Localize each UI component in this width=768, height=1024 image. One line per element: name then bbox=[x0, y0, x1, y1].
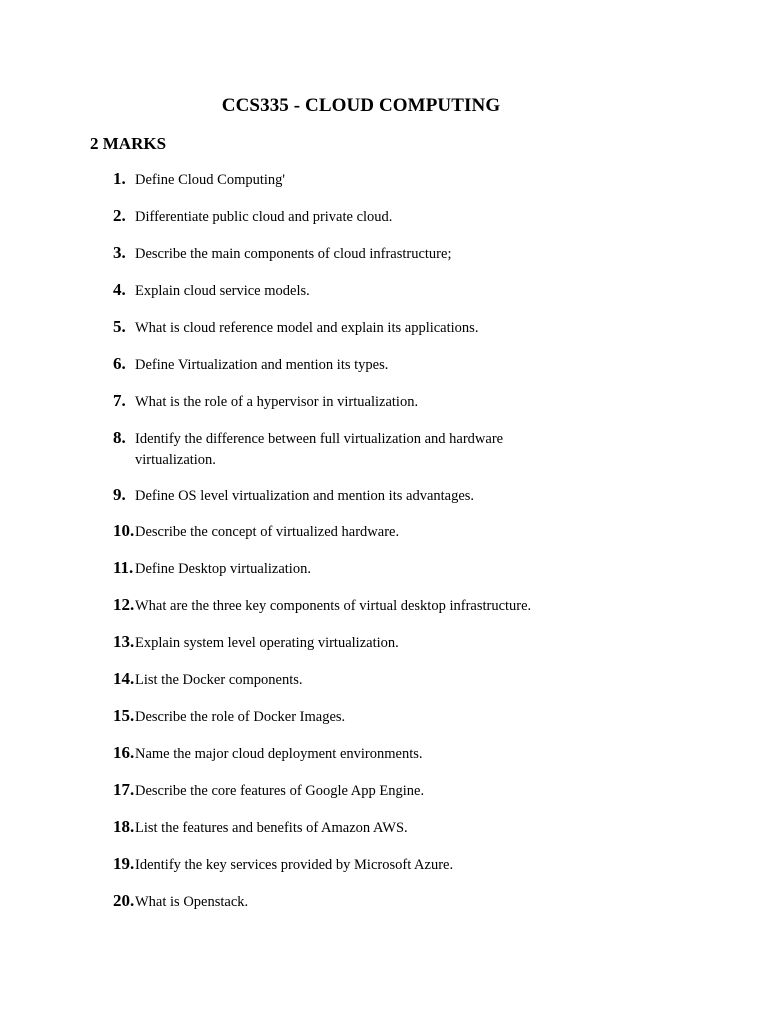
question-number: 2. bbox=[113, 206, 126, 225]
question-text: What is the role of a hypervisor in virtualization. bbox=[135, 394, 419, 410]
question-item bbox=[0, 707, 555, 744]
question-item bbox=[0, 429, 555, 486]
question-item bbox=[0, 781, 555, 818]
question-number: 11. bbox=[113, 558, 134, 577]
question-text: Define Virtualization and mention its types. bbox=[135, 357, 389, 373]
question-item bbox=[0, 855, 555, 892]
question-text: Define Desktop virtualization. bbox=[135, 561, 311, 577]
question-item bbox=[0, 486, 555, 522]
section-heading: 2 MARKS bbox=[90, 134, 167, 153]
question-item bbox=[0, 170, 555, 207]
question-number: 3. bbox=[113, 243, 126, 262]
question-item bbox=[0, 633, 555, 670]
question-text: Describe the role of Docker Images. bbox=[135, 709, 346, 725]
question-item bbox=[0, 818, 555, 855]
question-item bbox=[0, 244, 555, 281]
question-item bbox=[0, 670, 555, 707]
question-number: 17. bbox=[113, 780, 135, 799]
question-text: Identify the key services provided by Microsoft Azure. bbox=[135, 857, 454, 873]
question-number: 14. bbox=[113, 669, 135, 688]
question-number: 20. bbox=[113, 891, 135, 910]
question-text: Define OS level virtualization and mention its advantages. bbox=[135, 488, 475, 504]
question-number: 9. bbox=[113, 485, 126, 504]
question-number: 18. bbox=[113, 817, 135, 836]
question-number: 13. bbox=[113, 632, 135, 651]
document-title: CCS335 - CLOUD COMPUTING bbox=[221, 95, 501, 116]
question-item bbox=[0, 596, 555, 633]
question-item bbox=[0, 892, 555, 929]
question-number: 16. bbox=[113, 743, 135, 762]
question-item bbox=[0, 355, 555, 392]
question-number: 4. bbox=[113, 280, 126, 299]
question-item bbox=[0, 744, 555, 781]
question-text: Identify the difference between full virtualization and hardware virtualization. bbox=[135, 431, 504, 468]
question-text: Define Cloud Computing' bbox=[135, 172, 286, 188]
question-list bbox=[0, 170, 768, 929]
question-number: 15. bbox=[113, 706, 135, 725]
question-number: 12. bbox=[113, 595, 135, 614]
question-item bbox=[0, 281, 555, 318]
question-text: Explain system level operating virtualization. bbox=[135, 635, 399, 651]
question-text: List the Docker components. bbox=[135, 672, 303, 688]
question-text: Describe the core features of Google App Engine. bbox=[135, 783, 425, 799]
question-item bbox=[0, 559, 555, 596]
question-item bbox=[0, 522, 555, 559]
question-text: What is cloud reference model and explain its applications. bbox=[135, 320, 479, 336]
question-number: 1. bbox=[113, 169, 126, 188]
question-item bbox=[0, 392, 555, 429]
question-text: Describe the main components of cloud infrastructure; bbox=[135, 246, 452, 262]
question-text: What is Openstack. bbox=[135, 894, 249, 910]
question-text: List the features and benefits of Amazon AWS. bbox=[135, 820, 408, 836]
question-text: Name the major cloud deployment environments. bbox=[135, 746, 423, 762]
question-number: 19. bbox=[113, 854, 135, 873]
question-number: 8. bbox=[113, 428, 126, 447]
question-text: Differentiate public cloud and private cloud. bbox=[135, 209, 393, 225]
question-number: 6. bbox=[113, 354, 126, 373]
question-text: Explain cloud service models. bbox=[135, 283, 310, 299]
question-text: What are the three key components of virtual desktop infrastructure. bbox=[135, 598, 532, 614]
question-number: 10. bbox=[113, 521, 135, 540]
question-number: 5. bbox=[113, 317, 126, 336]
question-item bbox=[0, 207, 555, 244]
question-text: Describe the concept of virtualized hardware. bbox=[135, 524, 400, 540]
question-item bbox=[0, 318, 555, 355]
question-number: 7. bbox=[113, 391, 126, 410]
